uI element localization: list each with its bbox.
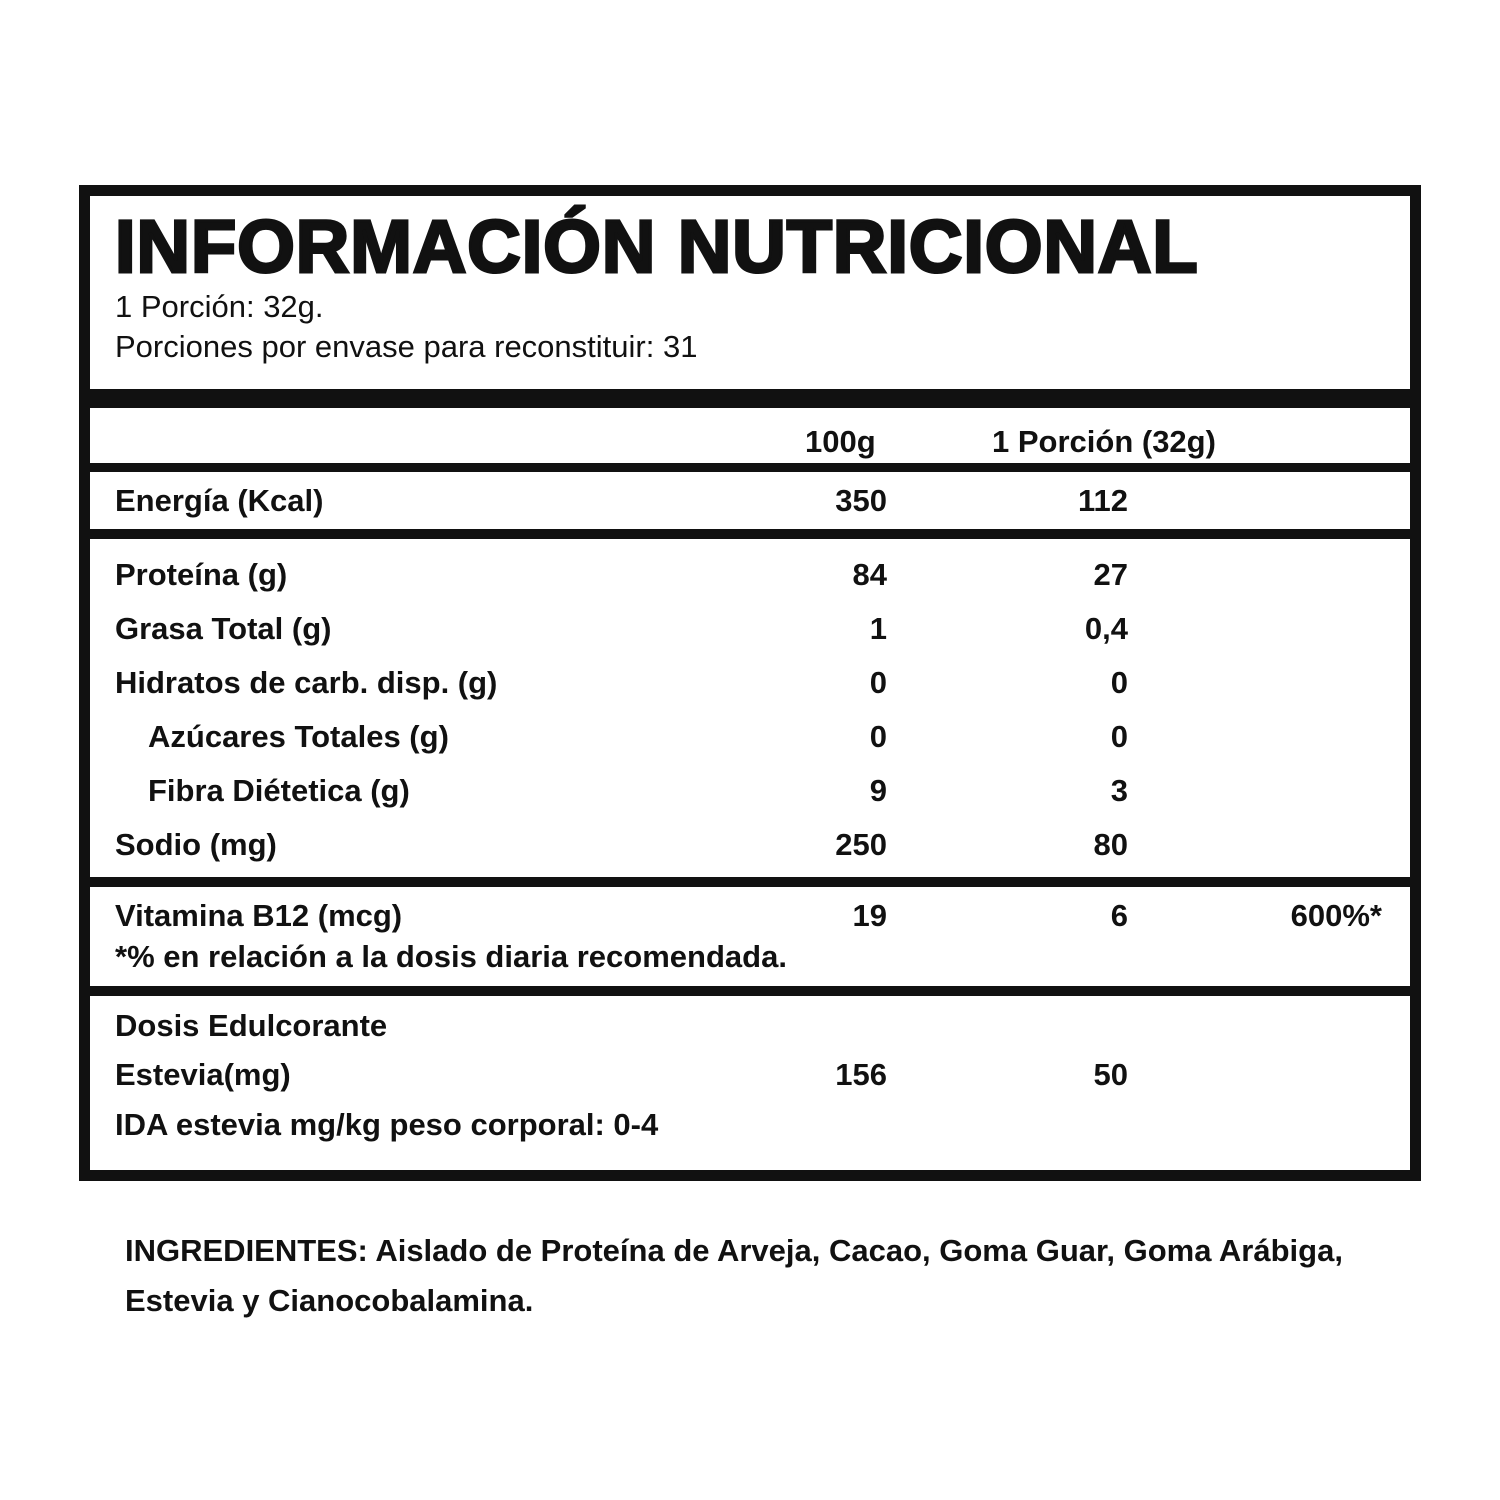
nutrient-portion-carbs: 0 bbox=[1110, 665, 1128, 700]
sweetener-portion: 50 bbox=[1093, 1057, 1128, 1092]
nutrient-portion-sodium: 80 bbox=[1093, 827, 1128, 862]
divider-header bbox=[79, 463, 1421, 472]
nutrient-100g-sodium: 250 bbox=[835, 827, 887, 862]
thick-divider bbox=[79, 389, 1421, 408]
nutrient-label-carbs: Hidratos de carb. disp. (g) bbox=[115, 665, 498, 700]
sweetener-ida-note: IDA estevia mg/kg peso corporal: 0-4 bbox=[115, 1107, 659, 1142]
vitamin-footnote: *% en relación a la dosis diaria recomendada. bbox=[115, 939, 787, 974]
nutrient-label-fiber: Fibra Diétetica (g) bbox=[148, 773, 410, 808]
nutrient-portion-sugars: 0 bbox=[1110, 719, 1128, 754]
sweetener-100g: 156 bbox=[835, 1057, 887, 1092]
vitamin-portion: 6 bbox=[1110, 898, 1128, 933]
nutrient-100g-carbs: 0 bbox=[869, 665, 887, 700]
servings-per-container: Porciones por envase para reconstituir: 31 bbox=[115, 329, 698, 364]
nutrient-label-fat: Grasa Total (g) bbox=[115, 611, 332, 646]
vitamin-label: Vitamina B12 (mcg) bbox=[115, 898, 403, 933]
energy-label: Energía (Kcal) bbox=[115, 483, 324, 518]
nutrient-100g-fat: 1 bbox=[869, 611, 887, 646]
serving-size: 1 Porción: 32g. bbox=[115, 289, 324, 324]
sweetener-label: Estevia(mg) bbox=[115, 1057, 291, 1092]
nutrient-100g-protein: 84 bbox=[852, 557, 887, 592]
divider-nutrients bbox=[79, 877, 1421, 887]
sweetener-heading: Dosis Edulcorante bbox=[115, 1008, 388, 1043]
nutrient-100g-sugars: 0 bbox=[869, 719, 887, 754]
ingredients-text: INGREDIENTES: Aislado de Proteína de Arveja, Cacao, Goma Guar, Goma Arábiga, Estevia y Cianocobalamina. bbox=[125, 1233, 1343, 1318]
vitamin-percent-daily: 600%* bbox=[1290, 898, 1382, 933]
nutrient-portion-protein: 27 bbox=[1093, 557, 1128, 592]
vitamin-100g: 19 bbox=[852, 898, 887, 933]
column-header-portion: 1 Porción (32g) bbox=[992, 424, 1216, 459]
nutrient-label-sugars: Azúcares Totales (g) bbox=[148, 719, 449, 754]
nutrient-label-protein: Proteína (g) bbox=[115, 557, 288, 592]
divider-vitamin bbox=[79, 986, 1421, 996]
energy-portion: 112 bbox=[1077, 483, 1128, 518]
nutrient-portion-fat: 0,4 bbox=[1084, 611, 1128, 646]
nutrient-portion-fiber: 3 bbox=[1110, 773, 1128, 808]
energy-100g: 350 bbox=[835, 483, 887, 518]
page-title: INFORMACIÓN NUTRICIONAL bbox=[115, 205, 1199, 288]
nutrient-100g-fiber: 9 bbox=[869, 773, 887, 808]
nutrient-label-sodium: Sodio (mg) bbox=[115, 827, 277, 862]
divider-energy bbox=[79, 529, 1421, 539]
column-header-100g: 100g bbox=[805, 424, 876, 459]
